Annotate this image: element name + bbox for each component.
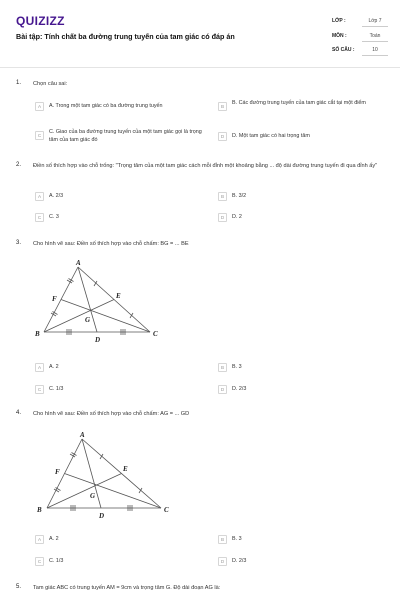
meta-class: [332, 16, 390, 28]
question-text: Chọn câu sai:: [33, 81, 68, 87]
question-number: 1.: [16, 80, 22, 86]
page-header: [0, 0, 400, 68]
question-number: 5.: [16, 584, 22, 590]
option-text: C. 1/3: [49, 558, 64, 564]
median-cf: [61, 300, 150, 333]
option-letter: D: [218, 132, 227, 141]
option-text: B. 3/2: [232, 193, 247, 199]
meta-class-value: Lớp 7: [362, 16, 388, 27]
option-letter: C: [35, 213, 44, 222]
median-be: [47, 474, 122, 509]
point-f-label: F: [55, 468, 60, 476]
question-number: 3.: [16, 240, 22, 246]
option-letter: A: [35, 192, 44, 201]
question-number: 4.: [16, 410, 22, 416]
q3-triangle-figure: [30, 256, 170, 348]
meta-subject-label: MÔN :: [332, 33, 347, 39]
option-text: A. Trong một tam giác có ba đường trung tuyến: [49, 103, 163, 109]
option-letter: C: [35, 385, 44, 394]
meta-count-value: 10: [362, 45, 388, 56]
question-text: Cho hình vẽ sau: Điền số thích hợp vào chỗ chấm: AG = ... GD: [33, 411, 190, 417]
point-e-label: E: [116, 292, 121, 300]
option-letter: D: [218, 557, 227, 566]
meta-subject-value: Toán: [362, 31, 388, 42]
meta-subject: [332, 31, 390, 43]
option-text: C. Giao của ba đường trung tuyến của một tam giác gọi là trọng tâm của tam giác đó: [49, 129, 202, 143]
option-letter: D: [218, 213, 227, 222]
tick-ec: [130, 313, 133, 318]
median-be: [44, 300, 114, 333]
meta-count: [332, 45, 390, 57]
option-letter: C: [35, 131, 44, 140]
option-letter: B: [218, 535, 227, 544]
vertex-a-label: A: [80, 431, 85, 439]
option-text: C. 3: [49, 214, 59, 220]
option-text: D. 2/3: [232, 558, 247, 564]
option-letter: B: [218, 192, 227, 201]
vertex-c-label: C: [164, 506, 169, 514]
question-text: Tam giác ABC có trung tuyến AM = 9cm và trọng tâm G. Độ dài đoạn AG là:: [33, 585, 221, 591]
centroid-g-label: G: [90, 492, 96, 500]
q4-triangle-figure: [30, 428, 180, 522]
vertex-a-label: A: [76, 259, 81, 267]
option-text: C. 1/3: [49, 386, 64, 392]
point-d-label: D: [95, 336, 101, 344]
option-letter: A: [35, 102, 44, 111]
quizizz-logo: QUIZIZZ: [16, 14, 65, 28]
median-cf: [65, 474, 162, 509]
option-text: A. 2/3: [49, 193, 64, 199]
option-text: A. 2: [49, 364, 59, 370]
point-f-label: F: [52, 295, 57, 303]
vertex-b-label: B: [35, 330, 40, 338]
option-letter: B: [218, 363, 227, 372]
option-text: A. 2: [49, 536, 59, 542]
option-text: D. 2: [232, 214, 242, 220]
centroid-g-label: G: [85, 316, 91, 324]
document-title: Bài tập: Tính chất ba đường trung tuyến của tam giác có đáp án: [16, 32, 235, 41]
point-d-label: D: [99, 512, 105, 520]
option-text: D. 2/3: [232, 386, 247, 392]
option-letter: A: [35, 535, 44, 544]
option-text: B. 3: [232, 536, 242, 542]
question-text: Cho hình vẽ sau: Điền số thích hợp vào chỗ chấm: BG = ... BE: [33, 241, 189, 247]
option-letter: B: [218, 102, 227, 111]
vertex-b-label: B: [37, 506, 42, 514]
point-e-label: E: [123, 465, 128, 473]
option-text: B. 3: [232, 364, 242, 370]
meta-count-label: SỐ CÂU :: [332, 47, 355, 53]
vertex-c-label: C: [153, 330, 158, 338]
option-letter: C: [35, 557, 44, 566]
question-number: 2.: [16, 162, 22, 168]
option-letter: A: [35, 363, 44, 372]
option-text: D. Một tam giác có hai trọng tâm: [232, 133, 310, 139]
question-text: Điền số thích hợp vào chỗ trống: "Trọng tâm của một tam giác cách mỗi đỉnh một khoảng bằng ... độ dài đường trung tuyến đi qua đỉnh ấy": [33, 163, 378, 169]
option-text: B. Các đường trung tuyến của tam giác cắt tại một điểm: [232, 100, 366, 106]
meta-class-label: LỚP :: [332, 18, 346, 24]
option-letter: D: [218, 385, 227, 394]
